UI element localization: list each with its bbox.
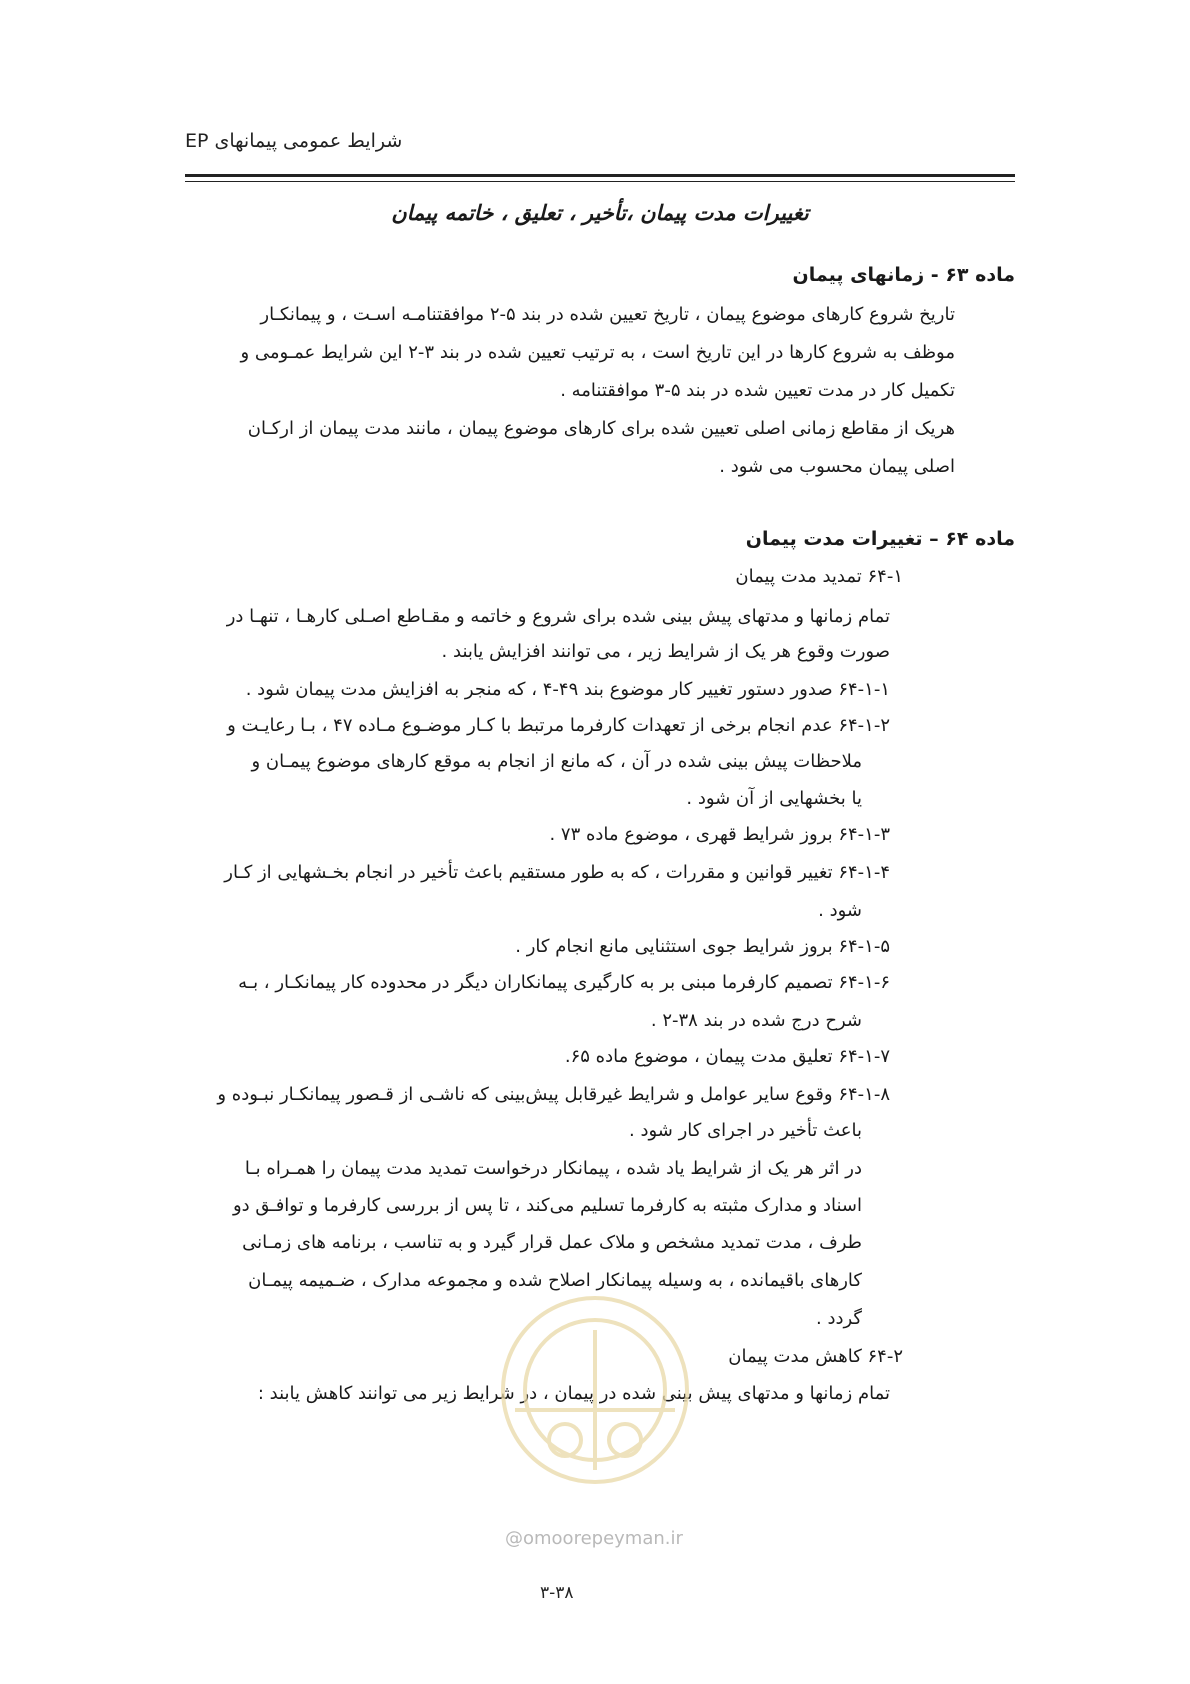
watermark-text: @omoorepeyman.ir [505,1528,683,1549]
article-64-heading: ماده ۶۴ – تغییرات مدت پیمان [745,528,1015,550]
article-63-heading: ماده ۶۳ - زمانهای پیمان [792,264,1015,286]
clause-item: ۶۴-۱-۴ تغییر قوانین و مقررات ، که به طور مستقیم باعث تأخیر در انجام بخـشهایی از کـار [224,862,890,883]
article-64-line: تمام زمانها و مدتهای پیش بینی شده در پیمان ، در شرایط زیر می توانند کاهش یابند : [257,1383,890,1404]
page-number: ۳-۳۸ [540,1583,574,1603]
article-64-line: صورت وقوع هر یک از شرایط زیر ، می توانند افزایش یابند . [441,641,890,662]
article-63-line: موظف به شروع کارها در این تاریخ است ، به ترتیب تعیین شده در بند ۳-۲ این شرایط عمـومی و [240,342,955,363]
clause-item: ۶۴-۱-۱ صدور دستور تغییر کار موضوع بند ۴۹-۴ ، که منجر به افزایش مدت پیمان شود . [245,679,890,700]
paragraph-line: اسناد و مدارک مثبته به کارفرما تسلیم می‌کند ، تا پس از بررسی کارفرما و توافـق دو [232,1195,862,1216]
clause-item-continuation: ملاحظات پیش بینی شده در آن ، که مانع از انجام به موقع کارهای موضوع پیمـان و [251,751,862,772]
clause-item: ۶۴-۱-۳ بروز شرایط قهری ، موضوع ماده ۷۳ . [549,824,890,845]
clause-item: ۶۴-۱-۶ تصمیم کارفرما مبنی بر به کارگیری پیمانکاران دیگر در محدوده کار پیمانکـار ، بـه [238,972,890,993]
running-header: شرایط عمومی پیمانهای EP [185,130,403,152]
paragraph-line: کارهای باقیمانده ، به وسیله پیمانکار اصلاح شده و مجموعه مدارک ، ضـمیمه پیمـان [248,1270,862,1291]
header-rule-thin [185,181,1015,182]
clause-item-continuation: شرح درج شده در بند ۳۸-۲ . [650,1010,862,1031]
paragraph-line: طرف ، مدت تمدید مشخص و ملاک عمل قرار گیرد و به تناسب ، برنامه های زمـانی [242,1232,862,1253]
subsection-heading: ۶۴-۱ تمدید مدت پیمان [735,566,903,587]
article-63-line: اصلی پیمان محسوب می شود . [719,456,955,477]
article-63-line: تکمیل کار در مدت تعیین شده در بند ۵-۳ موافقتنامه . [560,380,955,401]
clause-item-continuation: شود . [818,900,862,921]
article-63-line: تاریخ شروع کارهای موضوع پیمان ، تاریخ تعیین شده در بند ۵-۲ موافقتنامـه اسـت ، و پیمانکـار [260,304,955,325]
paragraph-line: گردد . [816,1308,862,1329]
clause-item-continuation: باعث تأخیر در اجرای کار شود . [629,1120,862,1141]
chapter-title: تغییرات مدت پیمان ،تأخیر ، تعلیق ، خاتمه پیمان [391,200,809,225]
paragraph-line: در اثر هر یک از شرایط یاد شده ، پیمانکار درخواست تمدید مدت پیمان را همـراه بـا [244,1158,862,1179]
article-63-line: هریک از مقاطع زمانی اصلی تعیین شده برای کارهای موضوع پیمان ، مانند مدت پیمان از ارکـان [247,418,955,439]
clause-item-continuation: یا بخشهایی از آن شود . [686,788,862,809]
clause-item: ۶۴-۱-۸ وقوع سایر عوامل و شرایط غیرقابل پیش‌بینی که ناشـی از قـصور پیمانکـار نبـوده و [217,1084,890,1105]
subsection-heading: ۶۴-۲ کاهش مدت پیمان [728,1346,903,1367]
clause-item: ۶۴-۱-۲ عدم انجام برخی از تعهدات کارفرما مرتبط با کـار موضـوع مـاده ۴۷ ، بـا رعایـت و [227,715,890,736]
clause-item: ۶۴-۱-۷ تعلیق مدت پیمان ، موضوع ماده ۶۵. [564,1046,890,1067]
header-rule-thick [185,174,1015,177]
clause-item: ۶۴-۱-۵ بروز شرایط جوی استثنایی مانع انجام کار . [515,936,890,957]
article-64-line: تمام زمانها و مدتهای پیش بینی شده برای شروع و خاتمه و مقـاطع اصـلی کارهـا ، تنهـا در [226,606,890,627]
